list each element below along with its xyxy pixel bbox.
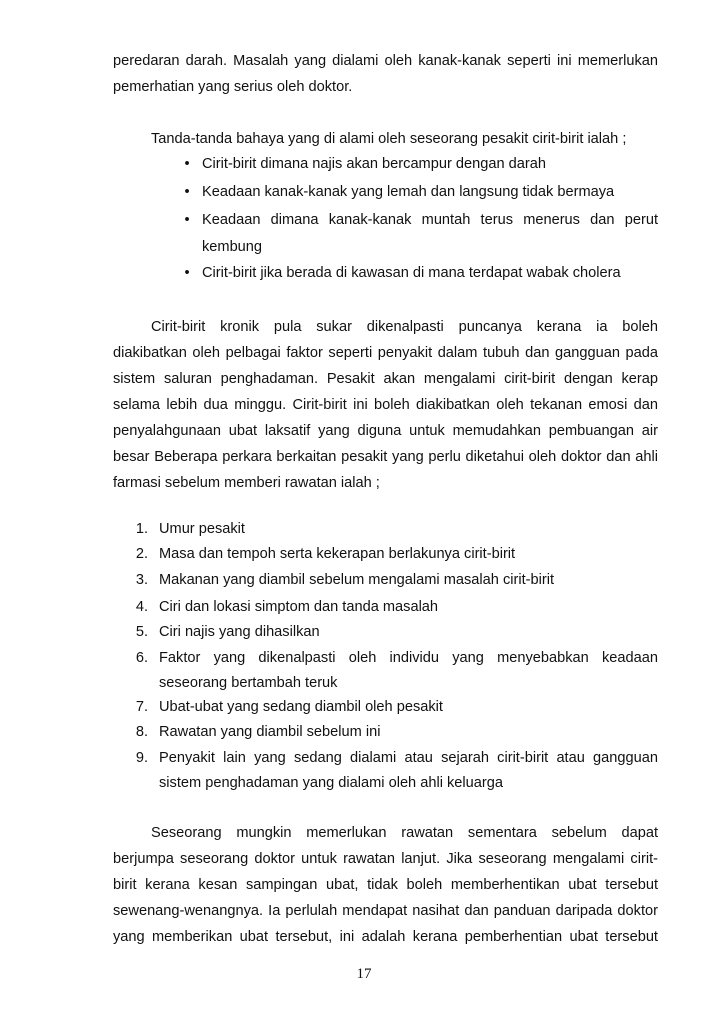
- factor-text: Ubat-ubat yang sedang diambil oleh pesakit: [159, 699, 443, 715]
- paragraph-line: birit kerana kesan sampingan ubat, tidak boleh memberhentikan ubat tersebut: [113, 877, 658, 893]
- intro-paragraph: [113, 48, 658, 100]
- factor-text: Rawatan yang diambil sebelum ini: [159, 724, 381, 740]
- danger-sign-text: Cirit-birit jika berada di kawasan di mana terdapat wabak cholera: [202, 265, 621, 281]
- factor-number: 4.: [135, 599, 148, 615]
- factor-text: Faktor yang dikenalpasti oleh individu yang menyebabkan keadaan: [159, 650, 658, 666]
- paragraph-line: berjumpa seseorang doktor untuk rawatan lanjut. Jika seseorang mengalami cirit-: [113, 851, 658, 867]
- factor-number: 6.: [135, 650, 148, 666]
- bullet-marker: •: [184, 212, 190, 228]
- page-number: 17: [356, 966, 372, 982]
- danger-intro: [113, 126, 658, 152]
- factor-number: 1.: [135, 521, 148, 537]
- bullet-marker: •: [184, 265, 190, 281]
- paragraph-line: Seseorang mungkin memerlukan rawatan sementara sebelum dapat: [151, 825, 658, 841]
- danger-sign-text: Keadaan dimana kanak-kanak muntah terus menerus dan perut: [202, 212, 658, 228]
- paragraph-line: pemerhatian yang serius oleh doktor.: [113, 79, 353, 95]
- factor-number: 2.: [135, 546, 148, 562]
- paragraph-line: selama lebih dua minggu. Cirit-birit ini boleh diakibatkan oleh tekanan emosi dan: [113, 397, 658, 413]
- factor-number: 3.: [135, 572, 148, 588]
- paragraph-line: peredaran darah. Masalah yang dialami oleh kanak-kanak seperti ini memerlukan: [113, 53, 658, 69]
- danger-sign-text: Cirit-birit dimana najis akan bercampur dengan darah: [202, 156, 546, 172]
- factor-text: Umur pesakit: [159, 521, 245, 537]
- advice-paragraph: [113, 820, 658, 950]
- factor-number: 8.: [135, 724, 148, 740]
- paragraph-line: besar Beberapa perkara berkaitan pesakit yang perlu diketahui oleh doktor dan ahli: [113, 449, 658, 465]
- danger-intro-line: Tanda-tanda bahaya yang di alami oleh seseorang pesakit cirit-birit ialah ;: [151, 131, 627, 147]
- factor-text: Ciri dan lokasi simptom dan tanda masalah: [159, 599, 439, 615]
- factor-text: Makanan yang diambil sebelum mengalami masalah cirit-birit: [159, 572, 555, 588]
- paragraph-line: yang memberikan ubat tersebut, ini adalah kerana pemberhentian ubat tersebut: [113, 929, 658, 945]
- danger-sign-text: kembung: [202, 239, 263, 255]
- paragraph-line: diakibatkan oleh pelbagai faktor seperti penyakit dalam tubuh dan gangguan pada: [113, 345, 658, 361]
- factor-number: 7.: [135, 699, 148, 715]
- paragraph-line: penyalahgunaan ubat laksatif yang diguna untuk memudahkan pembuangan air: [113, 423, 658, 439]
- danger-sign-text: Keadaan kanak-kanak yang lemah dan langsung tidak bermaya: [202, 184, 615, 200]
- factor-text: Penyakit lain yang sedang dialami atau sejarah cirit-birit atau gangguan: [159, 750, 658, 766]
- paragraph-line: Cirit-birit kronik pula sukar dikenalpasti puncanya kerana ia boleh: [151, 319, 658, 335]
- factor-text: Masa dan tempoh serta kekerapan berlakunya cirit-birit: [159, 546, 516, 562]
- factor-text: sistem penghadaman yang dialami oleh ahli keluarga: [159, 775, 503, 791]
- factor-number: 9.: [135, 750, 148, 766]
- paragraph-line: sistem saluran penghadaman. Pesakit akan mengalami cirit-birit dengan kerap: [113, 371, 658, 387]
- bullet-marker: •: [184, 184, 190, 200]
- factor-text: Ciri najis yang dihasilkan: [159, 624, 320, 640]
- chronic-paragraph: [113, 314, 658, 496]
- paragraph-line: farmasi sebelum memberi rawatan ialah ;: [113, 475, 380, 491]
- factor-number: 5.: [135, 624, 148, 640]
- paragraph-line: sewenang-wenangnya. Ia perlulah mendapat nasihat dan panduan daripada doktor: [113, 903, 658, 919]
- bullet-marker: •: [184, 156, 190, 172]
- factor-text: seseorang bertambah teruk: [159, 675, 338, 691]
